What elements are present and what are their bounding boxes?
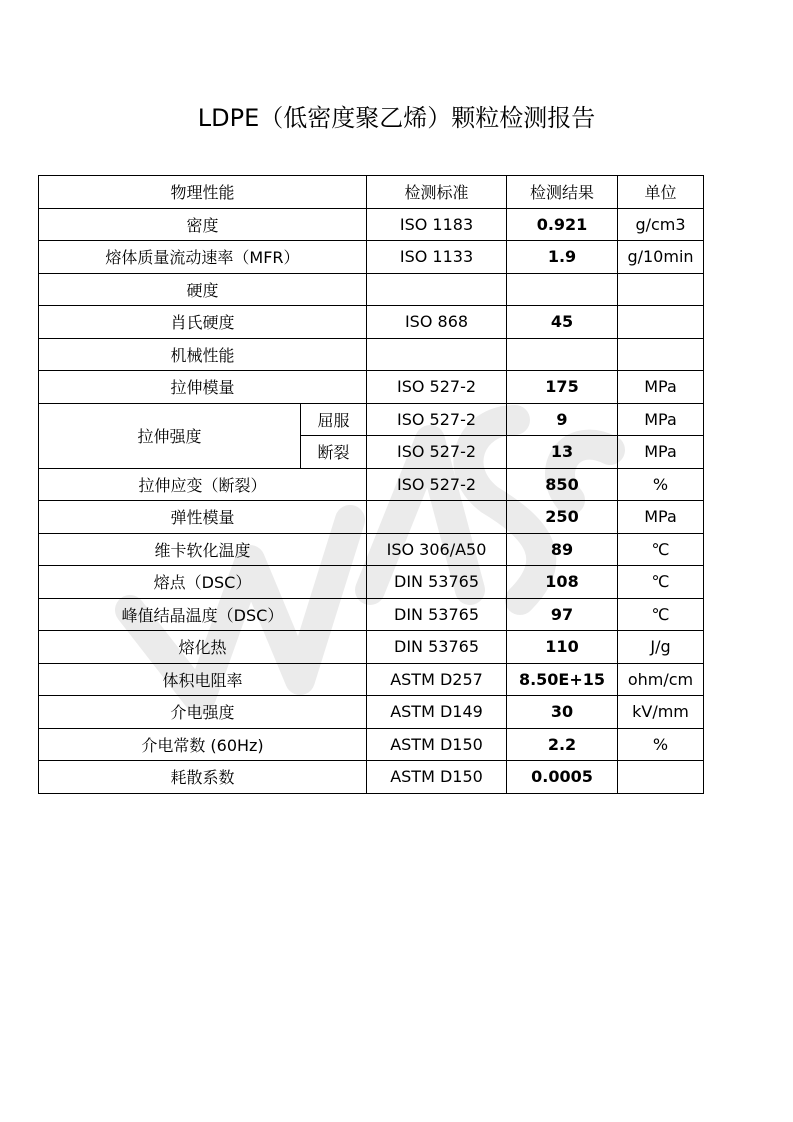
- row-property: 弹性模量: [39, 501, 367, 534]
- header-property: 物理性能: [39, 176, 367, 209]
- row-property: 熔点（DSC）: [39, 566, 367, 599]
- row-result: 30: [507, 696, 618, 729]
- row-result: 13: [507, 436, 618, 469]
- row-standard: [367, 273, 507, 306]
- row-sub-label: 断裂: [301, 436, 367, 469]
- table-row: [39, 696, 704, 729]
- row-standard: [367, 501, 507, 534]
- table-row: [39, 533, 704, 566]
- row-property: 维卡软化温度: [39, 533, 367, 566]
- row-unit: kV/mm: [618, 696, 704, 729]
- row-property: 熔体质量流动速率（MFR）: [39, 241, 367, 274]
- row-standard: ISO 1133: [367, 241, 507, 274]
- row-standard: ASTM D149: [367, 696, 507, 729]
- row-unit: J/g: [618, 631, 704, 664]
- row-result: 110: [507, 631, 618, 664]
- table-header-row: [39, 176, 704, 209]
- row-result: 9: [507, 403, 618, 436]
- row-standard: ISO 527-2: [367, 403, 507, 436]
- row-result: 1.9: [507, 241, 618, 274]
- header-result: 检测结果: [507, 176, 618, 209]
- row-unit: %: [618, 468, 704, 501]
- row-result: 250: [507, 501, 618, 534]
- row-property: 体积电阻率: [39, 663, 367, 696]
- row-property: 熔化热: [39, 631, 367, 664]
- row-standard: ISO 1183: [367, 208, 507, 241]
- row-standard: [367, 338, 507, 371]
- row-unit: ℃: [618, 598, 704, 631]
- row-property: 拉伸应变（断裂）: [39, 468, 367, 501]
- row-unit: g/cm3: [618, 208, 704, 241]
- row-standard: ASTM D150: [367, 728, 507, 761]
- row-standard: ASTM D257: [367, 663, 507, 696]
- row-unit: [618, 306, 704, 339]
- row-unit: ohm/cm: [618, 663, 704, 696]
- row-unit: MPa: [618, 436, 704, 469]
- row-result: 175: [507, 371, 618, 404]
- row-standard: DIN 53765: [367, 598, 507, 631]
- row-property: 肖氏硬度: [39, 306, 367, 339]
- row-unit: ℃: [618, 533, 704, 566]
- row-standard: DIN 53765: [367, 631, 507, 664]
- table-row: [39, 663, 704, 696]
- row-standard: ISO 527-2: [367, 468, 507, 501]
- row-property: 介电强度: [39, 696, 367, 729]
- table-row: [39, 761, 704, 794]
- row-standard: ISO 306/A50: [367, 533, 507, 566]
- row-result: 2.2: [507, 728, 618, 761]
- row-result: 850: [507, 468, 618, 501]
- table-row: [39, 306, 704, 339]
- row-property: 机械性能: [39, 338, 367, 371]
- row-property: 峰值结晶温度（DSC）: [39, 598, 367, 631]
- row-result: 45: [507, 306, 618, 339]
- row-property: 硬度: [39, 273, 367, 306]
- row-unit: [618, 761, 704, 794]
- table-row: [39, 208, 704, 241]
- row-property: 密度: [39, 208, 367, 241]
- table-row: [39, 371, 704, 404]
- row-standard: ISO 868: [367, 306, 507, 339]
- row-result: [507, 338, 618, 371]
- page-title: LDPE（低密度聚乙烯）颗粒检测报告: [197, 104, 596, 132]
- row-unit: MPa: [618, 403, 704, 436]
- header-unit: 单位: [618, 176, 704, 209]
- table-row: [39, 338, 704, 371]
- table-row: [39, 598, 704, 631]
- row-standard: DIN 53765: [367, 566, 507, 599]
- table-row: [39, 728, 704, 761]
- row-property: 拉伸模量: [39, 371, 367, 404]
- row-result: 8.50E+15: [507, 663, 618, 696]
- header-standard: 检测标准: [367, 176, 507, 209]
- row-unit: [618, 273, 704, 306]
- table-row: [39, 501, 704, 534]
- row-unit: %: [618, 728, 704, 761]
- row-property: 耗散系数: [39, 761, 367, 794]
- row-result: 89: [507, 533, 618, 566]
- table-row: [39, 631, 704, 664]
- row-standard: ISO 527-2: [367, 371, 507, 404]
- row-result: 0.921: [507, 208, 618, 241]
- table-row: [39, 566, 704, 599]
- row-unit: ℃: [618, 566, 704, 599]
- row-unit: MPa: [618, 371, 704, 404]
- table-row: [39, 241, 704, 274]
- row-result: 108: [507, 566, 618, 599]
- table-row: [39, 273, 704, 306]
- row-unit: [618, 338, 704, 371]
- table-row: [39, 403, 704, 436]
- table-row: [39, 468, 704, 501]
- row-standard: ASTM D150: [367, 761, 507, 794]
- row-property: 介电常数 (60Hz): [39, 728, 367, 761]
- row-result: 97: [507, 598, 618, 631]
- row-property-tensile-strength: 拉伸强度: [39, 403, 301, 468]
- row-unit: MPa: [618, 501, 704, 534]
- row-result: 0.0005: [507, 761, 618, 794]
- row-result: [507, 273, 618, 306]
- row-sub-label: 屈服: [301, 403, 367, 436]
- row-standard: ISO 527-2: [367, 436, 507, 469]
- row-unit: g/10min: [618, 241, 704, 274]
- test-report-table: [38, 175, 704, 794]
